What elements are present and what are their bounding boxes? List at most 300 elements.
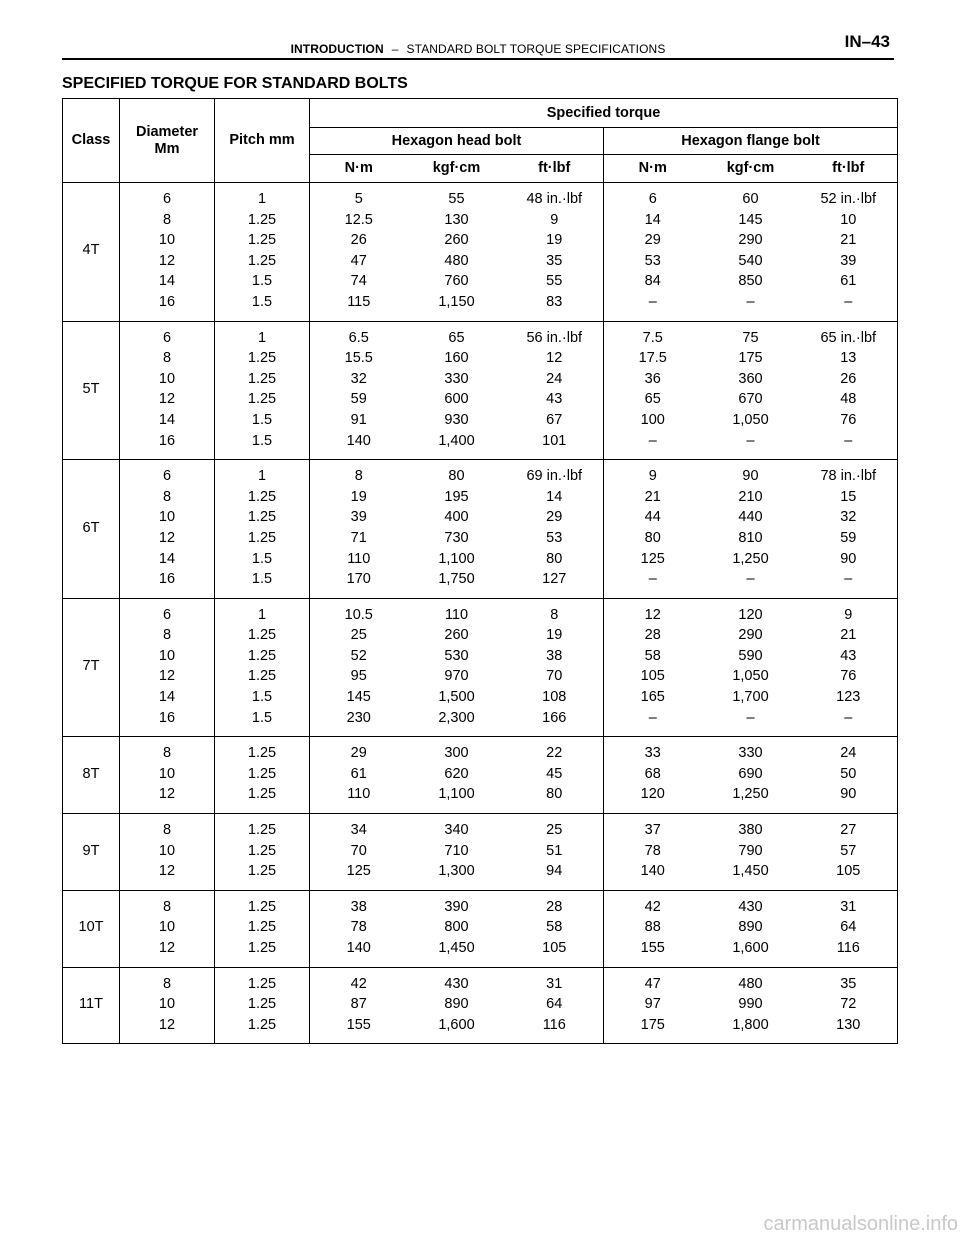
cell-value: 19: [350, 488, 367, 505]
cell-value: 12: [546, 350, 563, 367]
cell-value: 1.25: [247, 627, 277, 644]
cell-value: 1,450: [438, 940, 475, 956]
cell-value: 55: [448, 191, 465, 207]
cell-flange-kgfcm: [702, 814, 800, 891]
header-subsection: STANDARD BOLT TORQUE SPECIFICATIONS: [406, 42, 666, 56]
cell-value: 6: [162, 606, 172, 623]
cell-value: 1,050: [732, 411, 769, 428]
cell-flange-kgfcm: [702, 321, 800, 460]
cell-value: 1,150: [438, 293, 475, 310]
cell-value: 10: [158, 232, 176, 249]
cell-flange-nm: [604, 967, 702, 1044]
cell-value: 110: [347, 786, 371, 803]
cell-pitch: [215, 890, 310, 967]
cell-value: 8: [162, 898, 172, 915]
cell-diameter: [120, 890, 215, 967]
cell-diameter: [120, 321, 215, 460]
table-row: [63, 321, 898, 460]
cell-value: 36: [644, 370, 661, 387]
cell-value: 38: [546, 647, 563, 664]
cell-pitch: [215, 183, 310, 322]
cell-value: 760: [444, 273, 469, 290]
cell-value: 61: [350, 765, 367, 782]
cell-value: 12: [158, 252, 176, 269]
cell-value: 10: [158, 370, 176, 387]
cell-value: 25: [546, 822, 563, 839]
cell-value: 13: [840, 350, 857, 367]
cell-value: –: [746, 709, 755, 726]
cell-value: 24: [840, 745, 857, 762]
cell-value: 10: [158, 647, 176, 664]
cell-value: 810: [738, 529, 763, 546]
unit-head-nm: N·m: [310, 155, 408, 183]
cell-flange-ftlbf: [800, 814, 898, 891]
cell-pitch: [215, 460, 310, 599]
cell-value: 730: [444, 529, 469, 546]
cell-value: 19: [546, 627, 563, 644]
cell-class: 7T: [63, 598, 120, 737]
cell-value: 60: [742, 191, 759, 207]
cell-value: 670: [738, 391, 763, 408]
cell-value: 1,750: [438, 571, 475, 588]
cell-value: 58: [644, 647, 661, 664]
cell-value: 1.25: [247, 488, 277, 505]
cell-value: 1.25: [247, 668, 277, 685]
cell-value: 115: [347, 293, 371, 310]
cell-value: 88: [644, 919, 661, 936]
cell-head-nm: [310, 890, 408, 967]
cell-value: 14: [546, 488, 563, 505]
cell-value: 27: [840, 822, 857, 839]
cell-flange-nm: [604, 183, 702, 322]
cell-value: 64: [840, 919, 857, 936]
cell-value: 480: [738, 975, 763, 992]
cell-value: 120: [640, 786, 665, 803]
cell-value: 1.25: [247, 919, 277, 936]
cell-value: 620: [444, 765, 469, 782]
cell-value: 8: [162, 627, 172, 644]
cell-value: 74: [350, 273, 367, 290]
cell-value: 9: [844, 606, 853, 623]
cell-value: 340: [444, 822, 469, 839]
cell-value: 330: [738, 745, 763, 762]
cell-value: 65: [448, 329, 465, 346]
cell-value: 430: [444, 975, 469, 992]
cell-value: –: [648, 293, 657, 310]
header-rule: [62, 58, 894, 60]
cell-value: 90: [742, 468, 759, 485]
header-specified-torque: Specified torque: [310, 99, 898, 128]
cell-value: 1.25: [247, 940, 277, 956]
cell-value: 47: [350, 252, 367, 269]
cell-value: 59: [840, 529, 857, 546]
cell-value: 68: [644, 765, 661, 782]
cell-value: 1.5: [251, 273, 273, 290]
cell-value: 78: [350, 919, 367, 936]
cell-value: 108: [542, 689, 567, 706]
cell-value: 990: [738, 996, 763, 1013]
cell-pitch: [215, 598, 310, 737]
cell-value: 43: [840, 647, 857, 664]
cell-value: –: [746, 293, 755, 310]
cell-class: 5T: [63, 321, 120, 460]
table-row: [63, 183, 898, 322]
cell-value: 52: [350, 647, 367, 664]
cell-value: 10: [158, 842, 176, 859]
cell-flange-ftlbf: [800, 890, 898, 967]
unit-head-ftlbf: ft·lbf: [506, 155, 604, 183]
cell-value: 155: [640, 940, 665, 956]
cell-value: 125: [640, 550, 665, 567]
cell-value: 790: [738, 842, 763, 859]
cell-value: 39: [350, 509, 367, 526]
cell-head-kgfcm: [408, 321, 506, 460]
cell-value: 34: [350, 822, 367, 839]
cell-value: 29: [644, 232, 661, 249]
torque-table: [62, 98, 898, 1044]
cell-value: 8: [162, 211, 172, 228]
cell-value: 31: [546, 975, 563, 992]
cell-value: 1.25: [247, 765, 277, 782]
cell-value: 12: [158, 1016, 176, 1033]
cell-value: 1.5: [251, 571, 273, 588]
cell-value: 87: [350, 996, 367, 1013]
cell-value: 19: [546, 232, 563, 249]
cell-value: 1,450: [732, 863, 769, 880]
cell-value: 890: [738, 919, 763, 936]
cell-value: 1.25: [247, 252, 277, 269]
cell-value: 1.25: [247, 996, 277, 1013]
cell-value: 10.5: [344, 606, 373, 623]
cell-value: 1.25: [247, 647, 277, 664]
cell-value: 400: [444, 509, 469, 526]
cell-value: 48 in.·lbf: [526, 191, 583, 207]
cell-flange-kgfcm: [702, 183, 800, 322]
cell-value: 1: [257, 606, 267, 623]
cell-value: 130: [836, 1016, 861, 1033]
cell-value: 260: [444, 627, 469, 644]
cell-value: 1.5: [251, 689, 273, 706]
cell-value: 540: [738, 252, 763, 269]
cell-value: 17.5: [638, 350, 667, 367]
cell-value: 48: [840, 391, 857, 408]
cell-value: 12: [158, 668, 176, 685]
cell-value: 12: [158, 391, 176, 408]
cell-value: 64: [546, 996, 563, 1013]
cell-value: 160: [444, 350, 469, 367]
cell-value: 16: [158, 709, 176, 726]
cell-value: 430: [738, 898, 763, 915]
cell-value: 6: [162, 468, 172, 485]
cell-value: 32: [350, 370, 367, 387]
cell-flange-ftlbf: [800, 598, 898, 737]
cell-value: 1,050: [732, 668, 769, 685]
cell-pitch: [215, 967, 310, 1044]
cell-value: 39: [840, 252, 857, 269]
header-hex-flange: Hexagon flange bolt: [604, 128, 898, 155]
cell-diameter: [120, 737, 215, 814]
cell-value: 10: [158, 765, 176, 782]
cell-value: 530: [444, 647, 469, 664]
cell-flange-kgfcm: [702, 890, 800, 967]
cell-value: 15: [840, 488, 857, 505]
cell-value: 43: [546, 391, 563, 408]
table-row: [63, 814, 898, 891]
cell-value: 29: [546, 509, 563, 526]
cell-value: 37: [644, 822, 661, 839]
cell-head-nm: [310, 598, 408, 737]
cell-value: 83: [546, 293, 563, 310]
page-title: SPECIFIED TORQUE FOR STANDARD BOLTS: [62, 75, 408, 92]
cell-value: 440: [738, 509, 763, 526]
cell-value: 14: [158, 689, 176, 706]
header-section: INTRODUCTION: [290, 42, 384, 56]
cell-value: 65 in.·lbf: [820, 329, 877, 346]
cell-value: 50: [840, 765, 857, 782]
cell-value: 166: [542, 709, 567, 726]
cell-value: 175: [738, 350, 763, 367]
cell-value: 127: [542, 571, 567, 588]
cell-value: 10: [158, 996, 176, 1013]
cell-flange-nm: [604, 598, 702, 737]
cell-value: 120: [738, 606, 763, 623]
cell-value: 1.25: [247, 822, 277, 839]
watermark: carmanualsonline.info: [763, 1213, 958, 1235]
cell-class: 4T: [63, 183, 120, 322]
cell-value: –: [648, 709, 657, 726]
cell-value: 230: [346, 709, 371, 726]
page-number: IN–43: [844, 32, 890, 51]
cell-value: 94: [546, 863, 563, 880]
cell-value: 101: [542, 432, 567, 449]
cell-value: 97: [644, 996, 661, 1013]
cell-flange-ftlbf: [800, 183, 898, 322]
cell-value: 110: [444, 606, 469, 623]
cell-class: 6T: [63, 460, 120, 599]
cell-value: 2,300: [438, 709, 475, 726]
table-row: [63, 598, 898, 737]
cell-value: 1,100: [438, 550, 475, 567]
cell-value: 1.25: [247, 350, 277, 367]
cell-value: 29: [350, 745, 367, 762]
cell-class: 8T: [63, 737, 120, 814]
cell-value: 1.25: [247, 211, 277, 228]
cell-value: 14: [158, 550, 176, 567]
cell-value: 75: [742, 329, 759, 346]
cell-diameter: [120, 460, 215, 599]
header-section-title: [62, 42, 894, 56]
cell-value: 175: [640, 1016, 665, 1033]
cell-value: 710: [444, 842, 469, 859]
cell-value: 70: [546, 668, 563, 685]
cell-flange-ftlbf: [800, 737, 898, 814]
cell-head-ftlbf: [506, 183, 604, 322]
cell-flange-nm: [604, 890, 702, 967]
cell-value: 14: [158, 411, 176, 428]
cell-value: 105: [836, 863, 861, 880]
cell-value: 100: [640, 411, 665, 428]
cell-head-nm: [310, 183, 408, 322]
cell-value: 9: [550, 211, 559, 228]
cell-value: 10: [840, 211, 857, 228]
cell-head-ftlbf: [506, 890, 604, 967]
cell-value: 6: [162, 329, 172, 346]
cell-value: 1,400: [438, 432, 475, 449]
cell-head-ftlbf: [506, 321, 604, 460]
cell-value: 7.5: [642, 329, 663, 346]
cell-value: 690: [738, 765, 763, 782]
cell-value: 16: [158, 432, 176, 449]
cell-value: 12: [158, 863, 176, 880]
cell-head-nm: [310, 737, 408, 814]
cell-value: –: [844, 293, 853, 310]
table-row: [63, 460, 898, 599]
cell-value: 1.25: [247, 842, 277, 859]
cell-value: 12: [644, 606, 661, 623]
cell-value: 76: [840, 668, 857, 685]
cell-value: 1.5: [251, 432, 273, 449]
table-row: [63, 890, 898, 967]
cell-value: 53: [546, 529, 563, 546]
cell-value: 1.5: [251, 293, 273, 310]
cell-value: –: [844, 571, 853, 588]
cell-value: 1,600: [438, 1016, 475, 1033]
cell-value: 16: [158, 571, 176, 588]
cell-value: 65: [644, 391, 661, 408]
cell-value: 80: [546, 786, 563, 803]
page-header: [62, 32, 894, 60]
cell-value: 22: [546, 745, 563, 762]
cell-head-nm: [310, 814, 408, 891]
cell-head-kgfcm: [408, 460, 506, 599]
cell-value: 1.25: [247, 863, 277, 880]
cell-value: 52 in.·lbf: [820, 191, 877, 207]
cell-head-kgfcm: [408, 890, 506, 967]
cell-value: 170: [346, 571, 371, 588]
unit-head-kgfcm: kgf·cm: [408, 155, 506, 183]
cell-diameter: [120, 814, 215, 891]
cell-value: 1,700: [732, 689, 769, 706]
cell-value: 480: [444, 252, 469, 269]
cell-value: 850: [738, 273, 763, 290]
cell-value: 1.25: [247, 786, 277, 803]
cell-value: 1.25: [247, 1016, 277, 1033]
cell-value: 1.5: [251, 411, 273, 428]
cell-head-ftlbf: [506, 967, 604, 1044]
unit-flange-kgfcm: kgf·cm: [702, 155, 800, 183]
cell-value: 165: [640, 689, 665, 706]
cell-value: 35: [840, 975, 857, 992]
header-pitch: Pitch mm: [215, 99, 310, 183]
cell-value: 105: [542, 940, 567, 956]
cell-head-kgfcm: [408, 967, 506, 1044]
cell-flange-kgfcm: [702, 737, 800, 814]
cell-value: 78: [644, 842, 661, 859]
cell-value: 14: [158, 273, 176, 290]
cell-value: 72: [840, 996, 857, 1013]
cell-flange-kgfcm: [702, 460, 800, 599]
cell-value: 1,100: [438, 786, 475, 803]
header-diameter-label: Diameter: [135, 123, 199, 140]
cell-value: 1.25: [247, 509, 277, 526]
cell-value: 1.25: [247, 232, 277, 249]
cell-value: 28: [644, 627, 661, 644]
cell-value: 45: [546, 765, 563, 782]
cell-value: 145: [346, 689, 371, 706]
cell-value: 260: [444, 232, 469, 249]
cell-value: 9: [648, 468, 657, 485]
cell-value: –: [648, 571, 657, 588]
cell-value: 6: [648, 191, 657, 207]
cell-value: 28: [546, 898, 563, 915]
cell-value: 380: [738, 822, 763, 839]
cell-value: 116: [836, 940, 860, 956]
cell-value: –: [746, 432, 755, 449]
cell-value: 12: [158, 529, 176, 546]
cell-value: 6: [162, 191, 172, 207]
cell-value: 390: [444, 898, 469, 915]
cell-value: 1.25: [247, 898, 277, 915]
cell-value: 95: [350, 668, 367, 685]
cell-value: 84: [644, 273, 661, 290]
cell-head-kgfcm: [408, 598, 506, 737]
cell-value: 330: [444, 370, 469, 387]
cell-value: 1,500: [438, 689, 475, 706]
cell-value: 8: [162, 488, 172, 505]
cell-value: 123: [836, 689, 861, 706]
cell-value: 1,600: [732, 940, 769, 956]
cell-value: 15.5: [344, 350, 373, 367]
cell-value: 140: [346, 940, 371, 956]
cell-value: 145: [738, 211, 763, 228]
cell-value: 14: [644, 211, 661, 228]
cell-value: 1.25: [247, 391, 277, 408]
cell-value: 360: [738, 370, 763, 387]
cell-value: 59: [350, 391, 367, 408]
cell-class: 10T: [63, 890, 120, 967]
cell-value: 33: [644, 745, 661, 762]
cell-pitch: [215, 737, 310, 814]
cell-head-ftlbf: [506, 814, 604, 891]
cell-value: 210: [738, 488, 763, 505]
cell-value: 1,300: [438, 863, 475, 880]
cell-value: 58: [546, 919, 563, 936]
cell-head-nm: [310, 321, 408, 460]
cell-value: 70: [350, 842, 367, 859]
cell-value: 71: [350, 529, 367, 546]
header-hex-head: Hexagon head bolt: [310, 128, 604, 155]
cell-value: 800: [444, 919, 469, 936]
unit-flange-nm: N·m: [604, 155, 702, 183]
cell-value: 130: [444, 211, 469, 228]
cell-value: –: [746, 571, 755, 588]
cell-value: 1.25: [247, 370, 277, 387]
cell-value: 61: [840, 273, 857, 290]
cell-value: 55: [546, 273, 563, 290]
cell-head-kgfcm: [408, 814, 506, 891]
cell-value: 890: [444, 996, 469, 1013]
cell-value: 32: [840, 509, 857, 526]
cell-value: 590: [738, 647, 763, 664]
cell-value: 1,250: [732, 786, 769, 803]
cell-flange-kgfcm: [702, 598, 800, 737]
cell-value: 35: [546, 252, 563, 269]
cell-flange-ftlbf: [800, 460, 898, 599]
cell-value: 21: [644, 488, 661, 505]
cell-head-kgfcm: [408, 183, 506, 322]
cell-value: 42: [644, 898, 661, 915]
cell-value: 47: [644, 975, 661, 992]
